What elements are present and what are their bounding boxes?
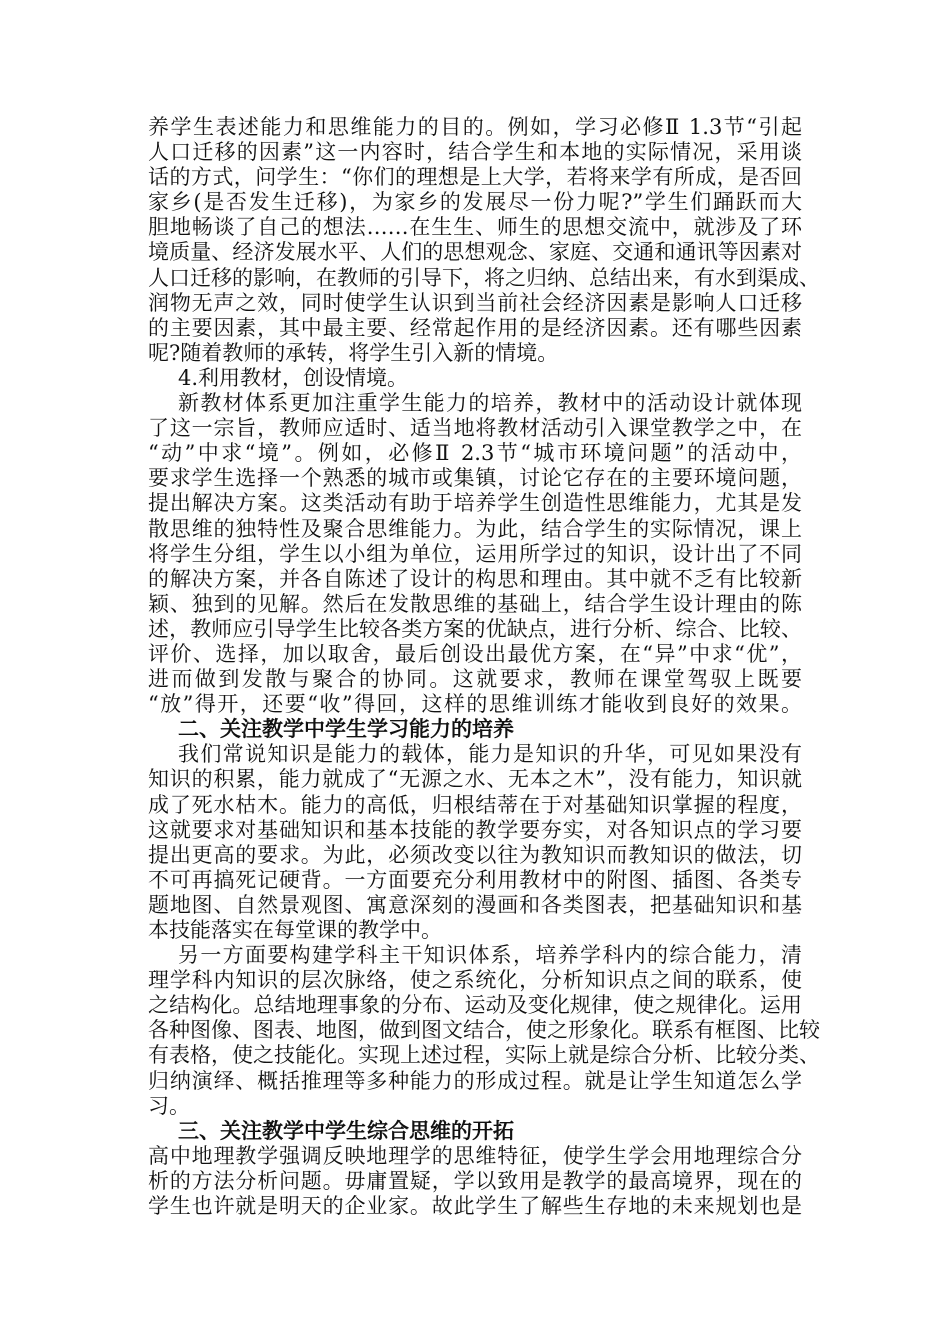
text-line: 提出更高的要求。为此，必须改变以往为教知识而教知识的做法，切 (148, 842, 802, 867)
text-line: 各种图像、图表、地图，做到图文结合，使之形象化。联系有框图、比较 (148, 1018, 820, 1043)
document-body (148, 115, 820, 1219)
text-line: 高中地理教学强调反映地理学的思维特征，使学生学会用地理综合分 (148, 1143, 802, 1168)
text-line: 润物无声之效，同时使学生认识到当前社会经济因素是影响人口迁移 (148, 290, 802, 315)
text-line: 人口迁移的因素”这一内容时，结合学生和本地的实际情况，采用谈 (148, 140, 802, 165)
text-line: 有表格，使之技能化。实现上述过程，实际上就是综合分析、比较分类、 (148, 1043, 820, 1068)
text-line: 颖、独到的见解。然后在发散思维的基础上，结合学生设计理由的陈 (148, 591, 802, 616)
text-line: 我们常说知识是能力的载体，能力是知识的升华，可见如果没有 (178, 742, 802, 767)
text-line: 本技能落实在每堂课的教学中。 (148, 918, 442, 942)
text-line: 散思维的独特性及聚合思维能力。为此，结合学生的实际情况，课上 (148, 516, 802, 541)
text-line: 理学科内知识的层次脉络，使之系统化，分析知识点之间的联系，使 (148, 968, 802, 993)
text-line: 的主要因素，其中最主要、经常起作用的是经济因素。还有哪些因素 (148, 315, 802, 340)
section-heading: 二、关注教学中学生学习能力的培养 (178, 717, 514, 742)
text-line: 知识的积累，能力就成了“无源之水、无本之木”，没有能力，知识就 (148, 767, 802, 792)
text-line: 新教材体系更加注重学生能力的培养，教材中的活动设计就体现 (178, 391, 802, 416)
text-line: 习。 (148, 1093, 190, 1118)
text-line: 了这一宗旨，教师应适时、适当地将教材活动引入课堂教学之中，在 (148, 416, 802, 441)
text-line: “动”中求“境”。例如，必修Ⅱ 2.3节“城市环境问题”的活动中， (148, 441, 802, 466)
text-line: 境质量、经济发展水平、人们的思想观念、家庭、交通和通讯等因素对 (148, 240, 802, 265)
text-line: 述，教师应引导学生比较各类方案的优缺点，进行分析、综合、比较、 (148, 616, 802, 641)
text-line: 人口迁移的影响，在教师的引导下，将之归纳、总结出来，有水到渠成、 (148, 265, 820, 290)
text-line: 家乡(是否发生迁移)，为家乡的发展尽一份力呢?”学生们踊跃而大 (148, 190, 802, 215)
section-heading: 三、关注教学中学生综合思维的开拓 (178, 1118, 514, 1143)
subsection-heading: 4.利用教材，创设情境。 (178, 365, 409, 390)
text-line: 成了死水枯木。能力的高低，归根结蒂在于对基础知识掌握的程度， (148, 792, 802, 817)
text-line: 另一方面要构建学科主干知识体系，培养学科内的综合能力，清 (178, 943, 802, 968)
text-line: 析的方法分析问题。毋庸置疑，学以致用是教学的最高境界，现在的 (148, 1168, 802, 1193)
text-line: 养学生表述能力和思维能力的目的。例如，学习必修Ⅱ 1.3节“引起 (148, 115, 802, 139)
text-line: 学生也许就是明天的企业家。故此学生了解些生存地的未来规划也是 (148, 1194, 802, 1219)
text-line: “放”得开，还要“收”得回，这样的思维训练才能收到良好的效果。 (148, 692, 802, 717)
text-line: 胆地畅谈了自己的想法……在生生、师生的思想交流中，就涉及了环 (148, 215, 802, 240)
text-line: 话的方式，问学生：“你们的理想是上大学，若将来学有所成，是否回 (148, 165, 802, 190)
text-line: 之结构化。总结地理事象的分布、运动及变化规律，使之规律化。运用 (148, 993, 802, 1018)
text-line: 这就要求对基础知识和基本技能的教学要夯实，对各知识点的学习要 (148, 817, 802, 842)
text-line: 提出解决方案。这类活动有助于培养学生创造性思维能力，尤其是发 (148, 491, 802, 516)
text-line: 归纳演绎、概括推理等多种能力的形成过程。就是让学生知道怎么学 (148, 1068, 802, 1093)
text-line: 进而做到发散与聚合的协同。这就要求，教师在课堂驾驭上既要 (148, 667, 802, 692)
text-line: 题地图、自然景观图、寓意深刻的漫画和各类图表，把基础知识和基 (148, 892, 802, 917)
text-line: 不可再搞死记硬背。一方面要充分利用教材中的附图、插图、各类专 (148, 867, 802, 892)
text-line: 评价、选择，加以取舍，最后创设出最优方案，在“异”中求“优”， (148, 641, 802, 666)
text-line: 要求学生选择一个熟悉的城市或集镇，讨论它存在的主要环境问题， (148, 466, 802, 491)
text-line: 的解决方案，并各自陈述了设计的构思和理由。其中就不乏有比较新 (148, 566, 802, 591)
text-line: 呢?随着教师的承转，将学生引入新的情境。 (148, 340, 559, 365)
text-line: 将学生分组，学生以小组为单位，运用所学过的知识，设计出了不同 (148, 541, 802, 566)
